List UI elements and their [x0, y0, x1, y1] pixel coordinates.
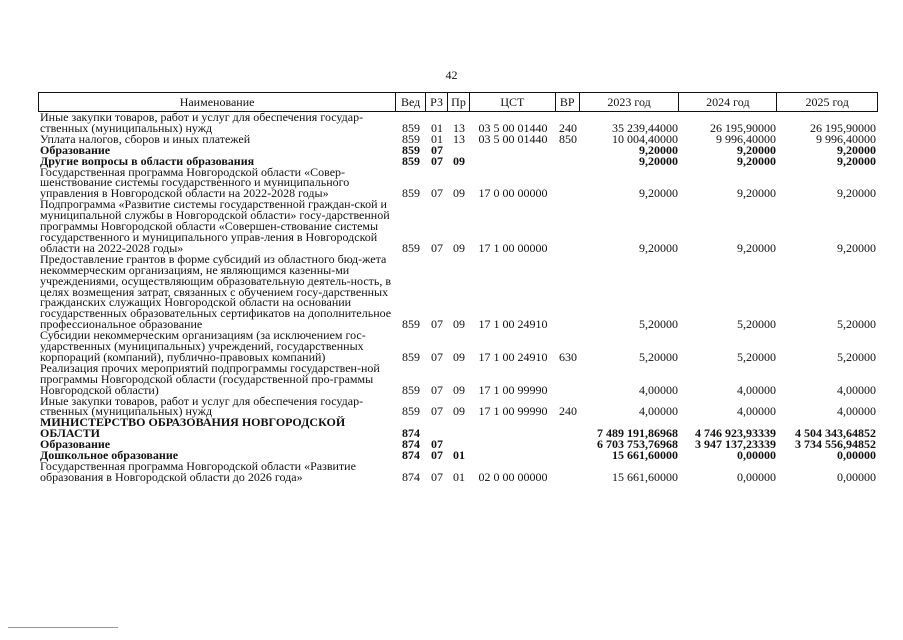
row-2025: 4,00000 [837, 404, 876, 419]
row-2025: 3 734 556,94852 [795, 437, 876, 452]
row-2024: 9 996,40000 [716, 131, 776, 146]
row-2023: 15 661,60000 [612, 448, 678, 463]
row-2025: 5,20000 [837, 317, 876, 332]
row-2024: 5,20000 [737, 349, 776, 364]
row-2025: 9,20000 [837, 186, 876, 201]
row-rz: 07 [431, 437, 443, 452]
row-cst: 17 1 00 99990 [478, 382, 548, 397]
row-2024: 26 195,90000 [710, 120, 776, 135]
row-name: Иные закупки товаров, работ и услуг для обеспечения государ-ственных (муниципальных) нужд [40, 393, 364, 419]
row-rz: 07 [431, 153, 443, 168]
row-2023: 4,00000 [639, 404, 678, 419]
row-pr: 09 [453, 186, 465, 201]
row-pr: 13 [453, 131, 465, 146]
row-2023: 35 239,44000 [612, 120, 678, 135]
row-2023: 9,20000 [639, 142, 678, 157]
row-2024: 0,00000 [737, 469, 776, 484]
row-pr: 09 [453, 153, 465, 168]
row-name: Уплата налогов, сборов и иных платежей [40, 131, 251, 146]
row-2024: 9,20000 [737, 186, 776, 201]
table-row [38, 112, 878, 134]
row-rz: 01 [431, 120, 443, 135]
row-cst: 17 1 00 24910 [478, 349, 548, 364]
row-2025: 0,00000 [837, 448, 876, 463]
row-2024: 5,20000 [737, 317, 776, 332]
row-cst: 03 5 00 01440 [478, 120, 548, 135]
row-vr: 240 [559, 120, 577, 135]
row-name: Государственная программа Новгородской области «Развитие образования в Новгородской области до 2026 года» [40, 459, 356, 484]
header-vr: ВР [556, 93, 580, 111]
row-2024: 0,00000 [737, 448, 776, 463]
row-rz: 07 [431, 349, 443, 364]
row-2024: 3 947 137,23339 [695, 437, 776, 452]
row-ved: 859 [402, 349, 420, 364]
row-rz: 07 [431, 382, 443, 397]
table-row [38, 461, 878, 483]
row-ved: 859 [402, 186, 420, 201]
table-row [38, 393, 878, 419]
row-ved: 874 [402, 437, 420, 452]
row-ved: 859 [402, 142, 420, 157]
table-row [38, 251, 878, 332]
table-row [38, 360, 878, 397]
row-2025: 5,20000 [837, 349, 876, 364]
row-name: Иные закупки товаров, работ и услуг для обеспечения государ-ственных (муниципальных) нужд [40, 110, 364, 135]
row-name: МИНИСТЕРСТВО ОБРАЗОВАНИЯ НОВГОРОДСКОЙ ОБЛАСТИ [40, 415, 346, 441]
row-2023: 5,20000 [639, 349, 678, 364]
row-name: Реализация прочих мероприятий подпрограммы государствен-ной программы Новгородской области (государственной про-граммы Новгородской области) [40, 360, 380, 397]
row-2025: 4 504 343,64852 [795, 426, 876, 441]
row-rz: 07 [431, 240, 443, 255]
row-ved: 859 [402, 120, 420, 135]
row-2025: 4,00000 [837, 382, 876, 397]
row-cst: 17 0 00 00000 [478, 186, 548, 201]
row-pr: 09 [453, 404, 465, 419]
page-number: 42 [445, 68, 458, 82]
budget-table [38, 92, 878, 483]
row-name: Другие вопросы в области образования [40, 153, 255, 168]
header-rz: РЗ [426, 93, 448, 111]
header-2025: 2025 год [805, 94, 849, 109]
row-cst: 17 1 00 24910 [478, 317, 548, 332]
row-vr: 630 [559, 349, 577, 364]
table-row [38, 417, 878, 439]
header-2023: 2023 год [580, 93, 680, 111]
row-2023: 7 489 191,86968 [597, 426, 678, 441]
row-rz: 07 [431, 404, 443, 419]
row-2023: 9,20000 [639, 153, 678, 168]
table-row [38, 164, 878, 201]
header-2024: 2024 год [679, 93, 777, 111]
row-pr: 13 [453, 120, 465, 135]
row-vr: 240 [559, 404, 577, 419]
header-ved: Вед [396, 93, 426, 111]
footer-rule [8, 627, 118, 628]
row-ved: 874 [402, 448, 420, 463]
header-pr: Пр [448, 93, 470, 111]
header-cst: ЦСТ [470, 93, 556, 111]
row-ved: 859 [402, 240, 420, 255]
row-2023: 10 004,40000 [612, 131, 678, 146]
row-name: Образование [40, 142, 111, 157]
row-2023: 4,00000 [639, 382, 678, 397]
row-name: Образование [40, 437, 111, 452]
row-pr: 01 [453, 448, 465, 463]
row-rz: 07 [431, 317, 443, 332]
row-ved: 874 [402, 426, 420, 441]
row-2024: 9,20000 [737, 240, 776, 255]
row-vr: 850 [559, 131, 577, 146]
row-ved: 859 [402, 382, 420, 397]
row-cst: 17 1 00 99990 [478, 404, 548, 419]
row-rz: 07 [431, 186, 443, 201]
row-pr: 09 [453, 240, 465, 255]
table-row [38, 199, 878, 254]
row-ved: 859 [402, 317, 420, 332]
row-cst: 17 1 00 00000 [478, 240, 548, 255]
row-2023: 15 661,60000 [612, 469, 678, 484]
row-ved: 859 [402, 131, 420, 146]
row-rz: 07 [431, 448, 443, 463]
row-cst: 03 5 00 01440 [478, 131, 548, 146]
row-name: Предоставление грантов в форме субсидий из областного бюд-жета некоммерческим организациям, не являющимся казенны-ми учреждениями, осуществляющим образовательную деятель-ность, в целях возмещения затрат, связанных с обучением госу-дарственных гражданских служащих Новгородской области на основании государственных образовательных сертификатов на дополнительное профессиональное образование [40, 251, 392, 332]
row-2023: 5,20000 [639, 317, 678, 332]
row-name: Государственная программа Новгородской области «Совер-шенствование системы государственного и муниципального управления в Новгородской области на 2022-2028 годы» [40, 164, 350, 201]
row-ved: 874 [402, 469, 420, 484]
row-2024: 9,20000 [737, 153, 776, 168]
row-2023: 9,20000 [639, 186, 678, 201]
row-name: Субсидии некоммерческим организациям (за исключением гос-ударственных (муниципальных) учреждений, государственных корпораций (компаний), публично-правовых компаний) [40, 328, 366, 364]
header-name: Наименование [39, 93, 396, 111]
row-rz: 01 [431, 131, 443, 146]
row-rz: 07 [431, 142, 443, 157]
row-cst: 02 0 00 00000 [478, 469, 548, 484]
row-pr: 01 [453, 469, 465, 484]
row-ved: 859 [402, 404, 420, 419]
row-2024: 4 746 923,93339 [695, 426, 776, 441]
row-name: Подпрограмма «Развитие системы государственной граждан-ской и муниципальной службы в Новгородской области» госу-дарственной программы Новгородской области «Совершен-ствование системы государственного и муниципального управ-ления в Новгородской области на 2022-2028 годы» [40, 197, 390, 255]
row-2024: 4,00000 [737, 404, 776, 419]
table-row [38, 330, 878, 363]
row-2025: 9 996,40000 [816, 131, 876, 146]
row-2025: 26 195,90000 [810, 120, 876, 135]
table-header [38, 92, 878, 112]
row-2024: 4,00000 [737, 382, 776, 397]
row-2024: 9,20000 [737, 142, 776, 157]
row-2023: 6 703 753,76968 [597, 437, 678, 452]
row-2025: 9,20000 [837, 142, 876, 157]
row-name: Дошкольное образование [40, 448, 179, 463]
row-2023: 9,20000 [639, 240, 678, 255]
row-pr: 09 [453, 382, 465, 397]
row-rz: 07 [431, 469, 443, 484]
row-2025: 0,00000 [837, 469, 876, 484]
row-2025: 9,20000 [837, 153, 876, 168]
row-pr: 09 [453, 317, 465, 332]
row-2025: 9,20000 [837, 240, 876, 255]
row-pr: 09 [453, 349, 465, 364]
row-ved: 859 [402, 153, 420, 168]
